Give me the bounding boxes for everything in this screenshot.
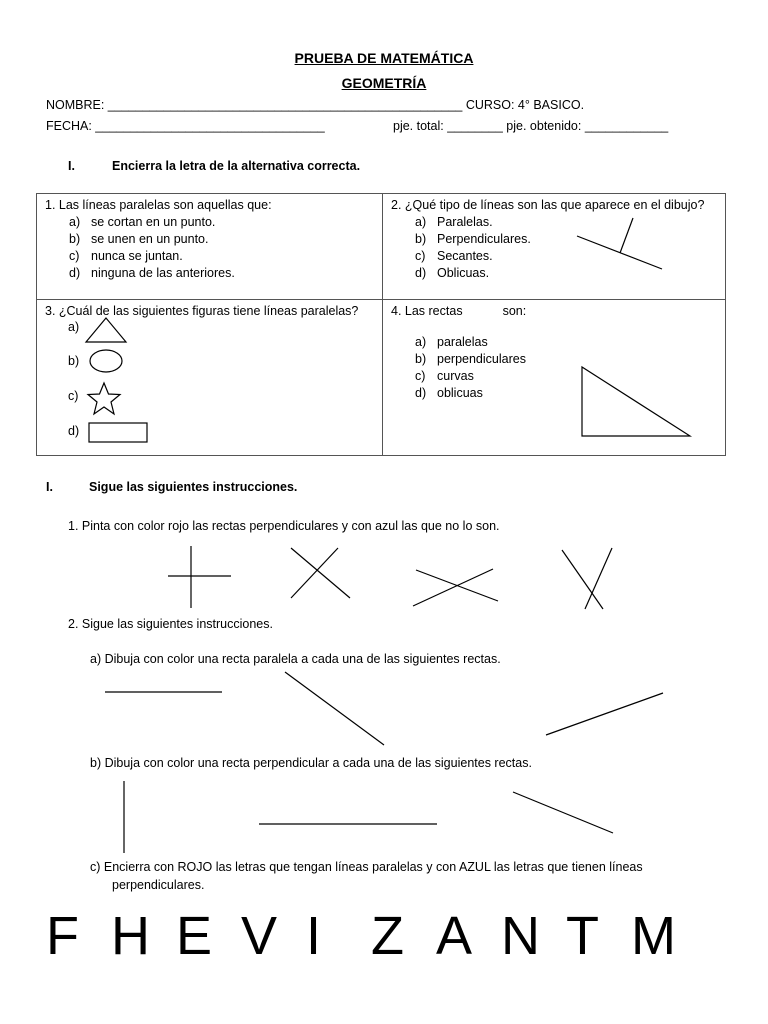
fecha-line: FECHA: _________________________________ [46, 119, 325, 133]
puntaje-line: pje. total: ________ pje. obtenido: ____________ [393, 119, 669, 133]
question-4-stem: 4. Las rectas son: [391, 304, 527, 318]
item-2-text: 2. Sigue las siguientes instrucciones. [68, 617, 273, 631]
question-3-stem: 3. ¿Cuál de las siguientes figuras tiene líneas paralelas? [45, 304, 359, 318]
x-cross-line-2 [291, 548, 338, 598]
question-1-option-a[interactable]: a) se cortan en un punto. [69, 215, 216, 229]
steep-cross-line-2 [585, 548, 612, 609]
q2-secant-line [577, 236, 662, 269]
letter-z[interactable]: Z [371, 906, 404, 966]
page-subtitle: GEOMETRÍA [341, 75, 427, 91]
question-2-option-d[interactable]: d) Oblicuas. [415, 266, 490, 280]
flat-cross-line-2 [413, 569, 493, 606]
question-3-option-b[interactable]: b) [68, 354, 80, 368]
letter-m[interactable]: M [631, 906, 676, 966]
question-1-option-c[interactable]: c) nunca se juntan. [69, 249, 183, 263]
letter-n[interactable]: N [501, 906, 540, 966]
question-3-option-d[interactable]: d) [68, 424, 80, 438]
letter-i[interactable]: I [306, 906, 322, 966]
item-2b-text: b) Dibuja con color una recta perpendicular a cada una de las siguientes rectas. [90, 756, 532, 770]
section2-numeral: I. [46, 480, 53, 494]
item-2a-text: a) Dibuja con color una recta paralela a cada una de las siguientes rectas. [90, 652, 501, 666]
item-1-text: 1. Pinta con color rojo las rectas perpendiculares y con azul las que no lo son. [68, 519, 500, 533]
section2-instruction: Sigue las siguientes instrucciones. [89, 480, 298, 494]
question-2-option-a[interactable]: a) Paralelas. [415, 215, 493, 229]
letter-h[interactable]: H [111, 906, 150, 966]
question-4-option-a[interactable]: a) paralelas [415, 335, 488, 349]
perpendicular-target-line-3 [513, 792, 613, 833]
triangle-shape [86, 318, 126, 342]
question-4-option-b[interactable]: b) perpendiculares [415, 352, 526, 366]
ellipse-shape [90, 350, 122, 372]
question-1-stem: 1. Las líneas paralelas son aquellas que: [45, 198, 272, 212]
question-3-option-c[interactable]: c) [68, 389, 79, 403]
question-4-option-c[interactable]: c) curvas [415, 369, 474, 383]
question-2-stem: 2. ¿Qué tipo de líneas son las que aparece en el dibujo? [391, 198, 705, 212]
question-1-option-d[interactable]: d) ninguna de las anteriores. [69, 266, 235, 280]
star-shape [88, 383, 120, 414]
q2-crossing-line [620, 218, 633, 253]
letter-t[interactable]: T [566, 906, 599, 966]
question-2-option-c[interactable]: c) Secantes. [415, 249, 493, 263]
letter-f[interactable]: F [46, 906, 79, 966]
parallel-target-line-2 [285, 672, 384, 745]
question-3-option-a[interactable]: a) [68, 320, 80, 334]
question-1-option-b[interactable]: b) se unen en un punto. [69, 232, 209, 246]
nombre-line: NOMBRE: ___________________________________________________ CURSO: 4° BASICO. [46, 98, 585, 112]
question-4-option-d[interactable]: d) oblicuas [415, 386, 483, 400]
letter-e[interactable]: E [176, 906, 213, 966]
letter-v[interactable]: V [241, 906, 278, 966]
section1-numeral: I. [68, 159, 75, 173]
x-cross-line-1 [291, 548, 350, 598]
question-2-option-b[interactable]: b) Perpendiculares. [415, 232, 531, 246]
rectangle-shape [89, 423, 147, 442]
letters-row [46, 905, 696, 967]
right-triangle-shape [582, 367, 690, 436]
item-2c-text-line1: c) Encierra con ROJO las letras que tengan líneas paralelas y con AZUL las letras que tienen líneas [90, 860, 643, 874]
steep-cross-line-1 [562, 550, 603, 609]
section1-instruction: Encierra la letra de la alternativa correcta. [112, 159, 361, 173]
item-2c-text-line2: perpendiculares. [112, 878, 205, 892]
page-title: PRUEBA DE MATEMÁTICA [294, 50, 474, 66]
parallel-target-line-3 [546, 693, 663, 735]
letter-a[interactable]: A [436, 906, 473, 966]
